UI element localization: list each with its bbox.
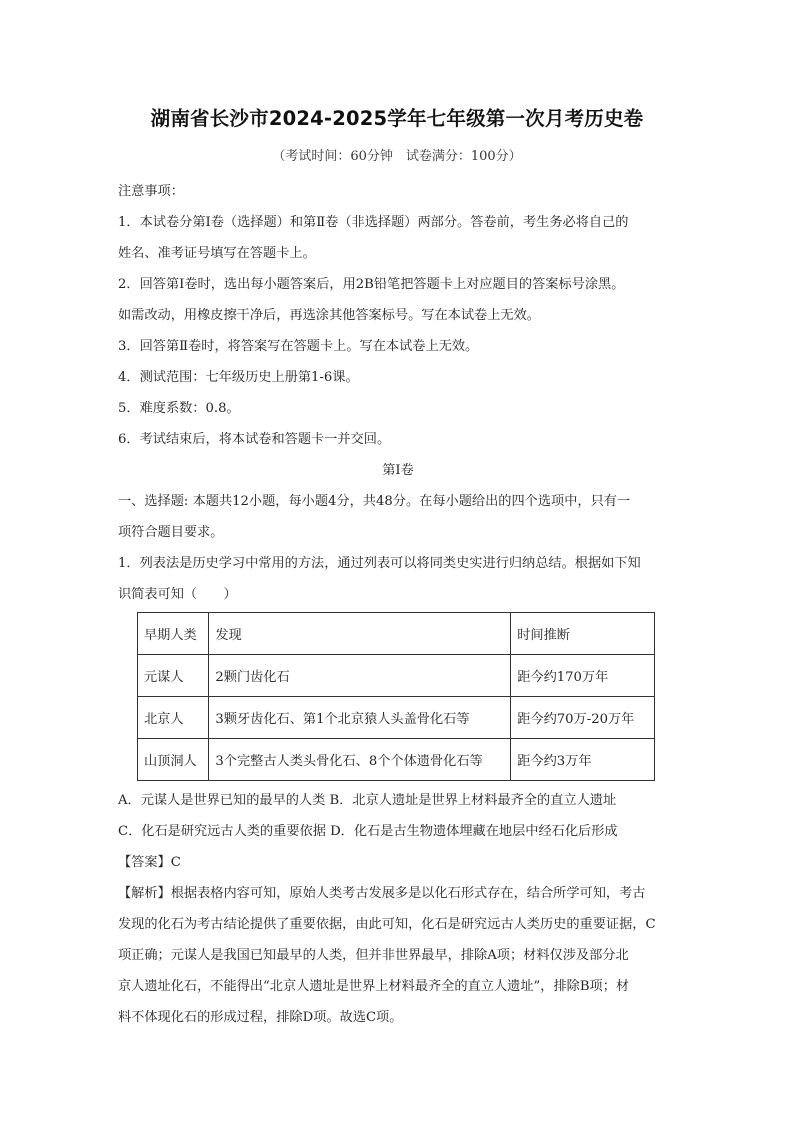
note-line: 姓名、准考证号填写在答题卡上。 [118, 246, 316, 261]
option-line: A．元谋人是世界已知的最早的人类 B．北京人遗址是世界上材料最齐全的直立人遗址 [118, 793, 617, 808]
note-line: 3．回答第Ⅱ卷时，将答案写在答题卡上。写在本试卷上无效。 [118, 339, 479, 354]
section-intro-line: 项符合题目要求。 [118, 525, 224, 540]
section-intro-line: 一、选择题: 本题共12小题，每小题4分，共48分。在每小题给出的四个选项中，只有一 [118, 494, 631, 509]
table-header-cell: 早期人类 [138, 613, 209, 655]
table-cell: 距今约70万-20万年 [511, 697, 655, 739]
note-line: 6．考试结束后，将本试卷和答题卡一并交回。 [118, 432, 391, 447]
option-line: C．化石是研究远古人类的重要依据 D．化石是古生物遗体埋藏在地层中经石化后形成 [118, 824, 618, 839]
notes-heading: 注意事项： [118, 184, 184, 199]
table-header-cell: 时间推断 [511, 613, 655, 655]
table-header-cell: 发现 [209, 613, 511, 655]
note-line: 2．回答第Ⅰ卷时，选出每小题答案后，用2B铅笔把答题卡上对应题目的答案标号涂黑。 [118, 277, 625, 292]
analysis-line: 发现的化石为考古结论提供了重要依据，由此可知，化石是研究远古人类历史的重要证据，C [118, 917, 656, 932]
exam-info: （考试时间：60分钟 试卷满分：100分） [272, 149, 522, 164]
table-row [138, 655, 655, 697]
document-body [118, 176, 678, 1033]
table-cell: 3颗牙齿化石、第1个北京猿人头盖骨化石等 [209, 697, 511, 739]
table-row [138, 697, 655, 739]
analysis-line: 京人遗址化石，不能得出“北京人遗址是世界上材料最齐全的直立人遗址”，排除B项；材 [118, 979, 630, 994]
analysis-line: 【解析】根据表格内容可知，原始人类考古发展多是以化石形式存在，结合所学可知，考古 [118, 886, 646, 901]
question-stem-line: 1．列表法是历史学习中常用的方法，通过列表可以将同类史实进行归纳总结。根据如下知 [118, 556, 641, 571]
table-row [138, 739, 655, 781]
table-cell: 元谋人 [138, 655, 209, 697]
note-line: 1．本试卷分第Ⅰ卷（选择题）和第Ⅱ卷（非选择题）两部分。答卷前，考生务必将自己的 [118, 215, 629, 230]
table-cell: 3个完整古人类头骨化石、8个个体遗骨化石等 [209, 739, 511, 781]
note-line: 5．难度系数：0.8。 [118, 401, 240, 416]
section-label: 第Ⅰ卷 [382, 463, 414, 478]
table-cell: 距今约170万年 [511, 655, 655, 697]
knowledge-table [137, 612, 655, 781]
table-cell: 距今约3万年 [511, 739, 655, 781]
note-line: 4．测试范围：七年级历史上册第1-6课。 [118, 370, 359, 385]
table-cell: 2颗门齿化石 [209, 655, 511, 697]
analysis-line: 项正确；元谋人是我国已知最早的人类，但并非世界最早，排除A项；材料仅涉及部分北 [118, 948, 629, 963]
table-cell: 北京人 [138, 697, 209, 739]
table-header-row [138, 613, 655, 655]
note-line: 如需改动，用橡皮擦干净后，再选涂其他答案标号。写在本试卷上无效。 [118, 308, 540, 323]
table-cell: 山顶洞人 [138, 739, 209, 781]
page-title: 湖南省长沙市2024-2025学年七年级第一次月考历史卷 [150, 107, 644, 130]
analysis-line: 料不体现化石的形成过程，排除D项。故选C项。 [118, 1010, 403, 1025]
answer-line: 【答案】C [118, 855, 181, 870]
question-stem-line: 识简表可知（ ） [118, 587, 237, 602]
